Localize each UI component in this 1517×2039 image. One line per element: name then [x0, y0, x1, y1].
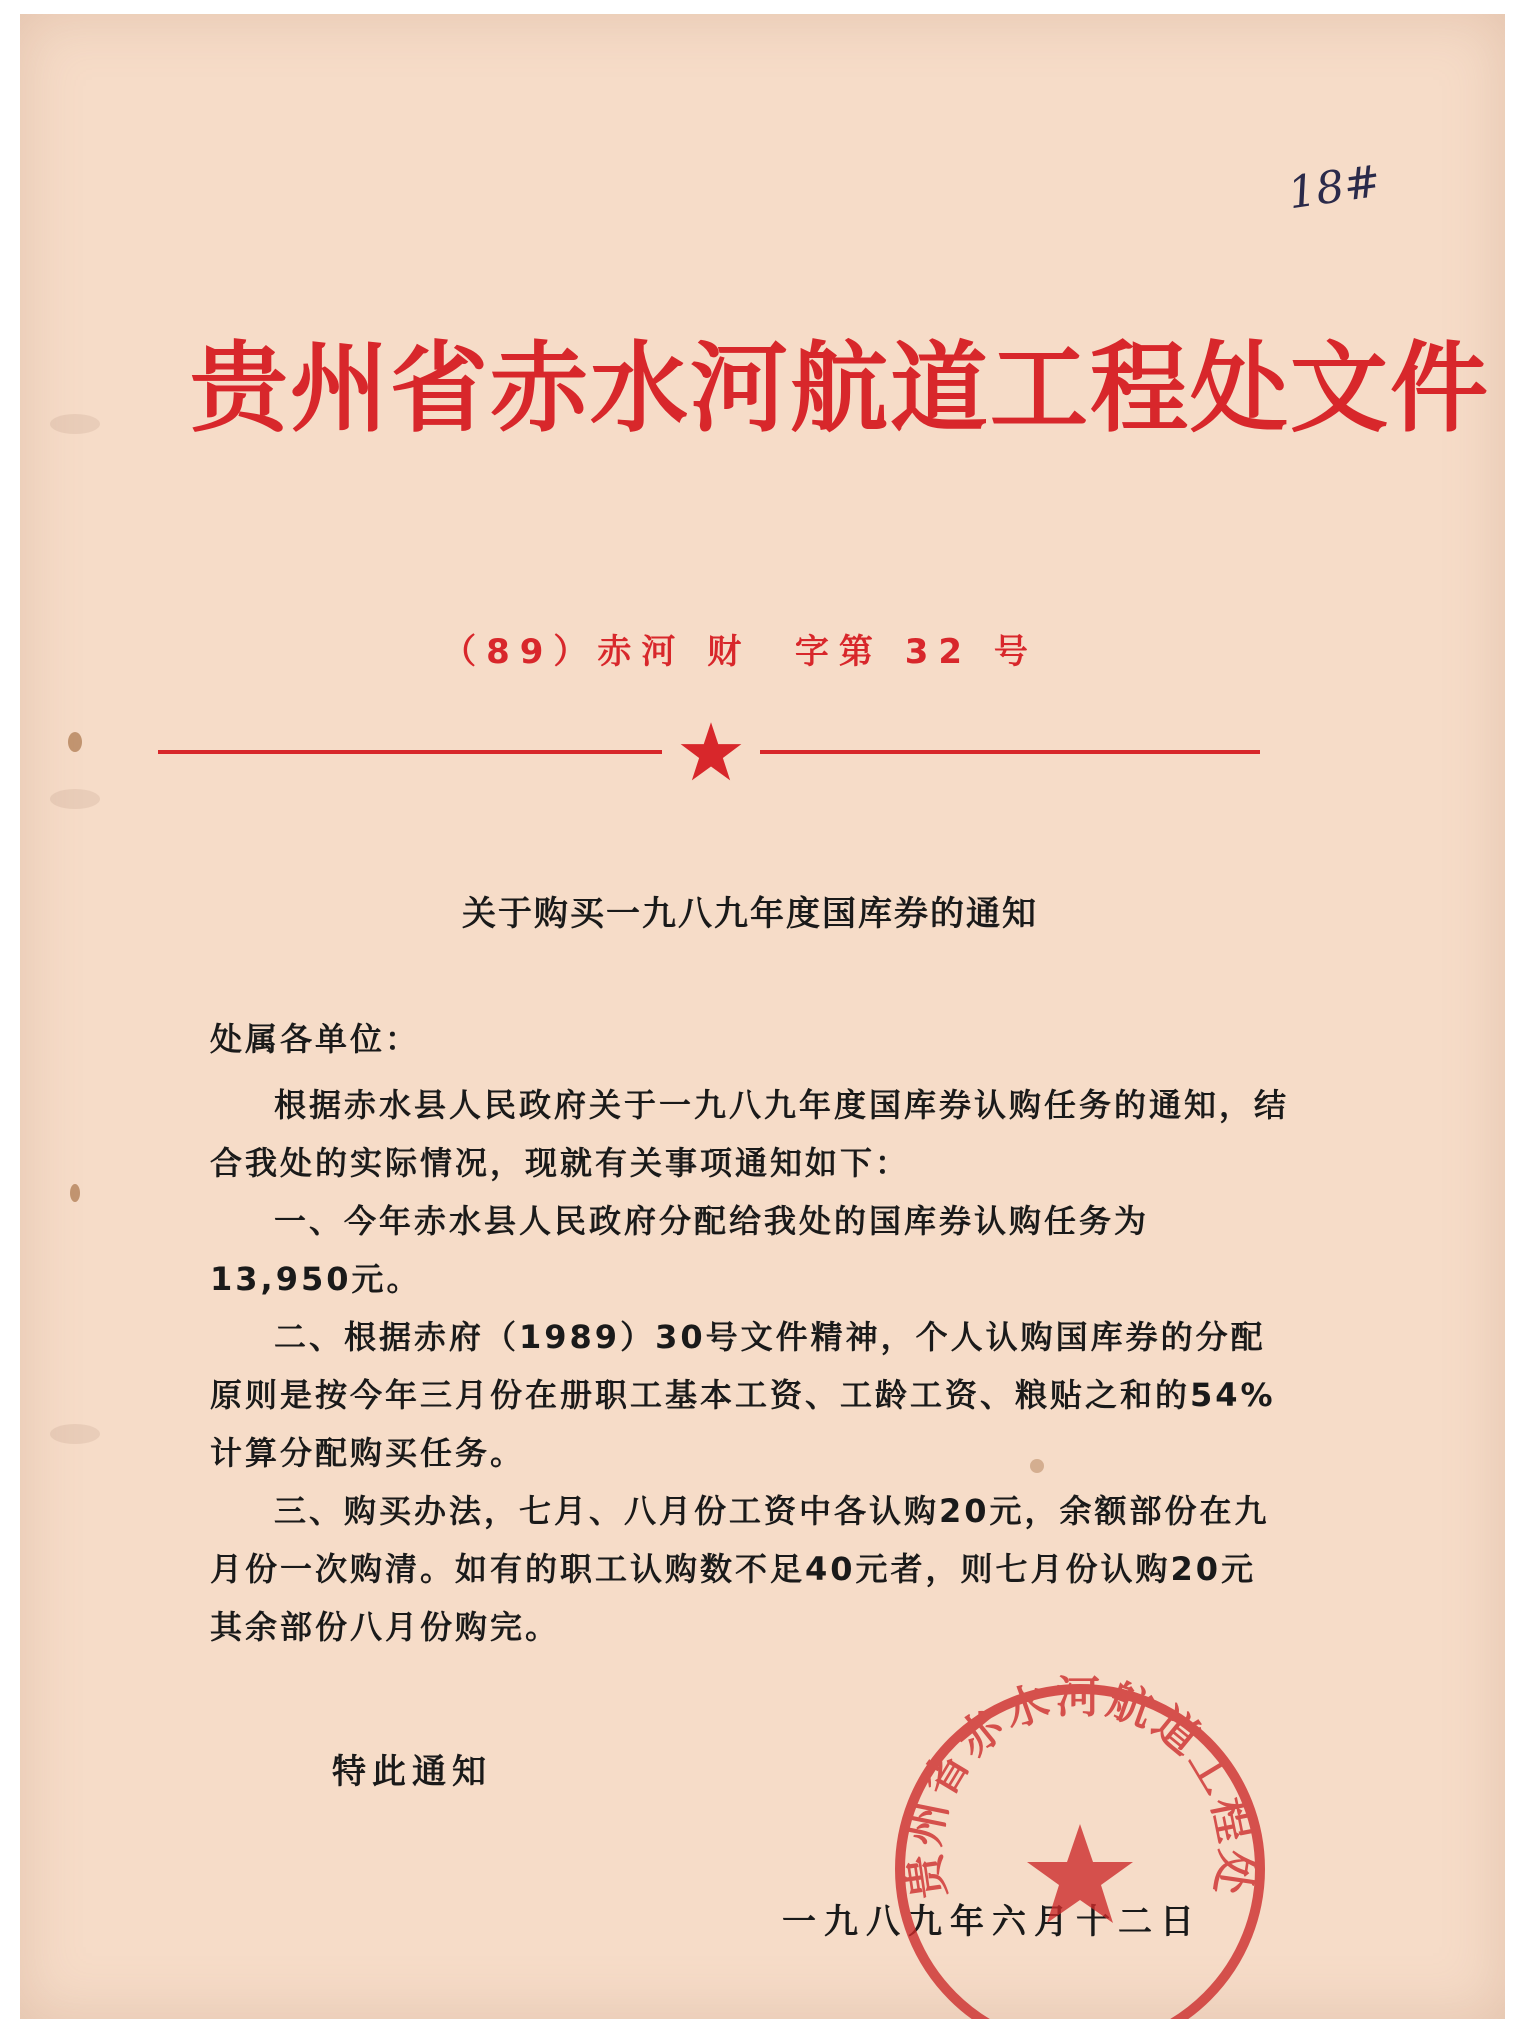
- rust-stain: [70, 1184, 80, 1202]
- paper-fold: [50, 789, 100, 809]
- paper-fold: [50, 414, 100, 434]
- star-icon: [678, 719, 744, 785]
- salutation: 处属各单位：: [210, 1020, 421, 1058]
- seal-star-icon: [1027, 1824, 1133, 1923]
- paper-fold: [50, 1424, 100, 1444]
- closing-phrase: 特此通知: [332, 1752, 492, 1792]
- page-number-mark: 18#: [1284, 155, 1384, 220]
- seal-text: 贵州省赤水河航道工程处: [898, 1672, 1262, 1902]
- official-seal: [880, 1669, 1280, 2019]
- body-paragraph: 根据赤水县人民政府关于一九八九年度国库券认购任务的通知，结合我处的实际情况，现就有关事项通知如下：: [210, 1086, 1290, 1182]
- header-rule-right: [760, 750, 1260, 754]
- document-number: （89）赤河 财 字第 32 号: [442, 632, 1038, 672]
- document-header-title: 贵州省赤水河航道工程处文件: [190, 332, 1491, 446]
- document-body: [210, 1010, 1290, 1656]
- document-subject: 关于购买一九八九年度国库券的通知: [462, 894, 1038, 934]
- document-date: 一九八九年六月十二日: [782, 1902, 1202, 1942]
- document-page: [20, 14, 1505, 2019]
- header-rule-left: [158, 750, 662, 754]
- body-paragraph: 三、购买办法，七月、八月份工资中各认购20元，余额部份在九月份一次购清。如有的职工认购数不足40元者，则七月份认购20元其余部份八月份购完。: [210, 1492, 1270, 1646]
- rust-stain: [68, 732, 82, 752]
- body-paragraph: 一、今年赤水县人民政府分配给我处的国库券认购任务为13,950元。: [210, 1202, 1150, 1298]
- body-paragraph: 二、根据赤府（1989）30号文件精神，个人认购国库券的分配原则是按今年三月份在册职工基本工资、工龄工资、粮贴之和的54%计算分配购买任务。: [210, 1318, 1276, 1472]
